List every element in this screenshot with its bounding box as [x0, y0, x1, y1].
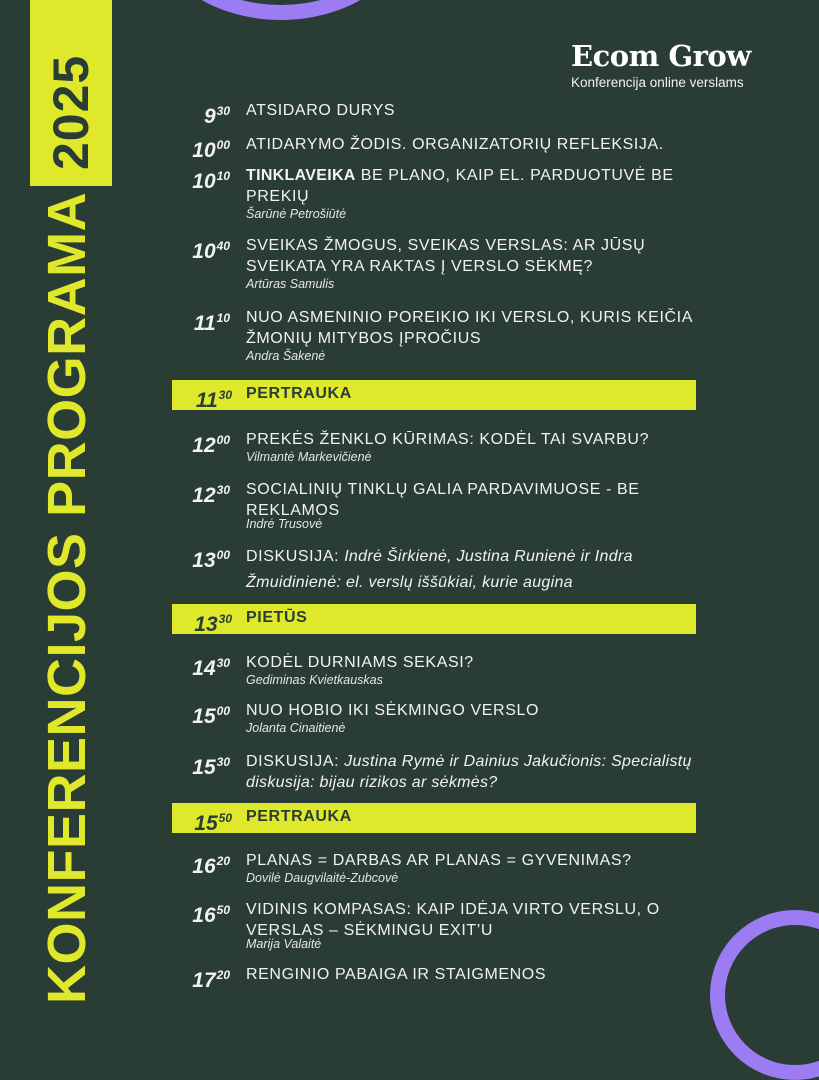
time: $12^{30}$: [192, 483, 230, 507]
time: $10^{00}$: [192, 138, 230, 162]
session-title: ATIDARYMO ŽODIS. ORGANIZATORIŲ REFLEKSIJA.: [246, 136, 664, 153]
session-title: KODĖL DURNIAMS SEKASI?: [246, 654, 474, 671]
session-title: DISKUSIJA: Indrė Širkienė, Justina Runienė ir Indra Žmuidinienė: el. verslų iššūkiai, kurie augina: [246, 548, 633, 591]
speaker-name: Gediminas Kvietkauskas: [246, 673, 383, 687]
decorative-ring-top: [150, 0, 412, 20]
speaker-name: Jolanta Cinaitienė: [246, 721, 346, 735]
speaker-name: Dovilė Daugvilaitė-Zubcovė: [246, 871, 399, 885]
session-title: SOCIALINIŲ TINKLŲ GALIA PARDAVIMUOSE - BE REKLAMOS: [246, 481, 640, 519]
logo: [571, 40, 751, 90]
side-bar: [0, 0, 112, 1024]
program-title: KONFERENCIJOS PROGRAMA: [37, 191, 97, 1004]
decorative-ring-bottom-right: [710, 910, 819, 1080]
session-title: NUO ASMENINIO POREIKIO IKI VERSLO, KURIS KEIČIA ŽMONIŲ MITYBOS ĮPROČIUS: [246, 309, 693, 347]
time: $10^{10}$: [192, 169, 230, 193]
logo-name: Ecom Grow: [571, 39, 751, 73]
time: $13^{00}$: [192, 548, 230, 572]
time: $11^{10}$: [193, 311, 230, 335]
time: $15^{50}$: [194, 811, 232, 835]
break-label: PERTRAUKA: [246, 808, 352, 825]
time: $14^{30}$: [192, 656, 230, 680]
time: $16^{20}$: [192, 854, 230, 878]
session-title: NUO HOBIO IKI SĖKMINGO VERSLO: [246, 702, 540, 719]
break-label: PERTRAUKA: [246, 385, 352, 402]
session-title: ATSIDARO DURYS: [246, 102, 396, 119]
session-title: RENGINIO PABAIGA IR STAIGMENOS: [246, 966, 547, 983]
time: $16^{50}$: [192, 903, 230, 927]
time: $17^{20}$: [192, 968, 230, 992]
session-title: DISKUSIJA: Justina Rymė ir Dainius Jakučionis: Specialistų diskusija: bijau rizikos ar sėkmės?: [246, 753, 692, 791]
session-title: SVEIKAS ŽMOGUS, SVEIKAS VERSLAS: AR JŪSŲ SVEIKATA YRA RAKTAS Į VERSLO SĖKMĘ?: [246, 237, 646, 275]
session-title: VIDINIS KOMPASAS: KAIP IDĖJA VIRTO VERSLU, O VERSLAS – SĖKMINGU EXIT’U: [246, 901, 660, 939]
logo-tagline: Konferencija online verslams: [571, 75, 744, 90]
speaker-name: Šarūnė Petrošiūtė: [246, 207, 347, 221]
speaker-name: Marija Valaitė: [246, 937, 322, 951]
break-banner: [172, 803, 696, 833]
speaker-name: Vilmantė Markevičienė: [246, 450, 372, 464]
session-title: PLANAS = DARBAS AR PLANAS = GYVENIMAS?: [246, 852, 632, 869]
time: $9^{30}$: [203, 104, 230, 128]
break-banner: [172, 604, 696, 634]
year-label: 2025: [43, 54, 99, 170]
time: $10^{40}$: [192, 239, 230, 263]
speaker-name: Artūras Samulis: [246, 277, 335, 291]
time: $13^{30}$: [194, 612, 232, 636]
time: $11^{30}$: [195, 388, 232, 412]
session-title: PREKĖS ŽENKLO KŪRIMAS: KODĖL TAI SVARBU?: [246, 431, 650, 448]
time: $12^{00}$: [192, 433, 230, 457]
speaker-name: Andra Šakenė: [246, 349, 326, 363]
break-label: PIETŪS: [246, 609, 308, 626]
speaker-name: Indrė Trusovė: [246, 517, 323, 531]
time: $15^{00}$: [192, 704, 230, 728]
time: $15^{30}$: [192, 755, 230, 779]
session-title: TINKLAVEIKA BE PLANO, KAIP EL. PARDUOTUVĖ BE PREKIŲ: [246, 167, 674, 205]
break-banner: [172, 380, 696, 410]
